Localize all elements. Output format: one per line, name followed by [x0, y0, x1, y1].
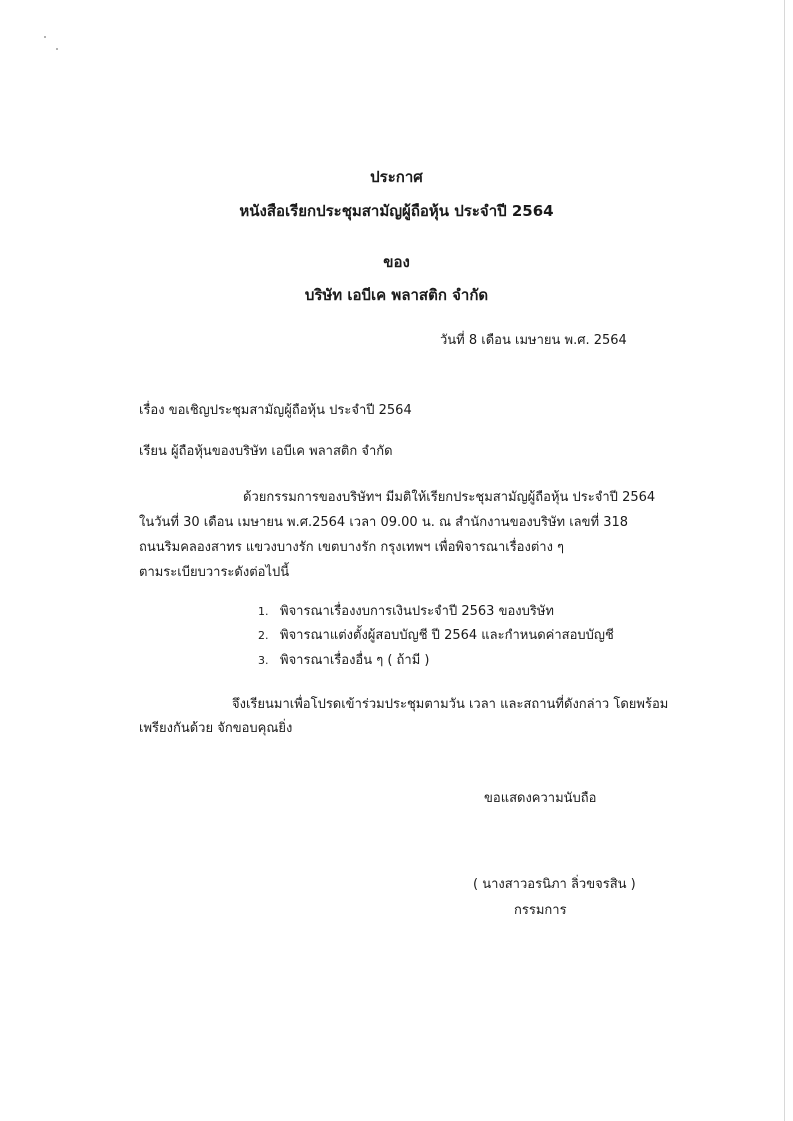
document-subtitle: หนังสือเรียกประชุมสามัญผู้ถือหุ้น ประจำปี 2564 [239, 202, 554, 220]
body-paragraph-line: ตามระเบียบวาระดังต่อไปนี้ [139, 565, 290, 580]
signatory-position: กรรมการ [514, 903, 567, 918]
agenda-item-text: พิจารณาเรื่องอื่น ๆ ( ถ้ามี ) [280, 653, 430, 668]
agenda-item [258, 603, 554, 621]
document-title: ประกาศ [370, 168, 423, 186]
agenda-item-text: พิจารณาเรื่องงบการเงินประจำปี 2563 ของบริษัท [280, 604, 554, 619]
recipient-line: เรียน ผู้ถือหุ้นของบริษัท เอบีเค พลาสติก จำกัด [139, 444, 393, 459]
agenda-item [258, 652, 430, 670]
agenda-item-number: 3. [258, 654, 269, 667]
closing-paragraph-line: จึงเรียนมาเพื่อโปรดเข้าร่วมประชุมตามวัน เวลา และสถานที่ดังกล่าว โดยพร้อม [232, 697, 669, 712]
document-of-label: ของ [383, 253, 410, 271]
regards-line: ขอแสดงความนับถือ [484, 791, 597, 806]
document-date: วันที่ 8 เดือน เมษายน พ.ศ. 2564 [440, 333, 627, 348]
closing-paragraph-line: เพรียงกันด้วย จักขอบคุณยิ่ง [139, 721, 293, 736]
agenda-item-number: 2. [258, 629, 269, 642]
signatory-name: ( นางสาวอรนิภา ลิ่วขจรสิน ) [473, 877, 636, 892]
agenda-item-text: พิจารณาแต่งตั้งผู้สอบบัญชี ปี 2564 และกำหนดค่าสอบบัญชี [280, 628, 614, 643]
body-paragraph-line: ในวันที่ 30 เดือน เมษายน พ.ศ.2564 เวลา 09.00 น. ณ สำนักงานของบริษัท เลขที่ 318 [139, 515, 629, 530]
subject-line: เรื่อง ขอเชิญประชุมสามัญผู้ถือหุ้น ประจำปี 2564 [139, 403, 412, 418]
scan-speck [44, 36, 46, 38]
body-paragraph-line: ด้วยกรรมการของบริษัทฯ มีมติให้เรียกประชุมสามัญผู้ถือหุ้น ประจำปี 2564 [243, 490, 656, 505]
agenda-item [258, 627, 614, 645]
company-name: บริษัท เอบีเค พลาสติก จำกัด [304, 286, 489, 304]
agenda-item-number: 1. [258, 605, 269, 618]
body-paragraph-line: ถนนริมคลองสาทร แขวงบางรัก เขตบางรัก กรุงเทพฯ เพื่อพิจารณาเรื่องต่าง ๆ [139, 540, 565, 555]
scan-speck [56, 48, 58, 50]
